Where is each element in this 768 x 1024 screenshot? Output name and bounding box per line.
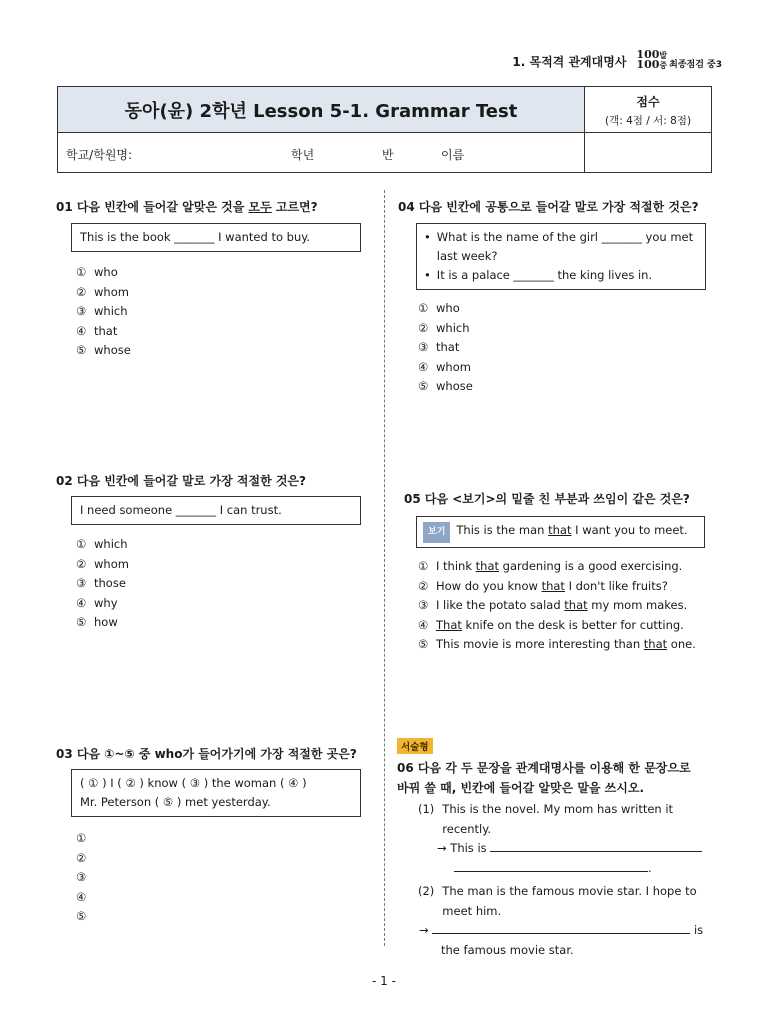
option-4[interactable]: [76, 322, 366, 342]
question-05: [404, 490, 724, 655]
option-marker: ⑤: [418, 379, 429, 393]
option-3[interactable]: [418, 596, 724, 616]
option-3[interactable]: [76, 868, 376, 888]
option-marker: ①: [76, 831, 87, 845]
option-text: I think: [436, 559, 472, 573]
option-text: how: [94, 615, 118, 629]
option-1[interactable]: [418, 299, 718, 319]
option-underlined: That: [436, 617, 462, 632]
option-marker: ③: [418, 340, 429, 354]
question-03-options: [56, 829, 376, 927]
item-text: meet him.: [442, 903, 502, 918]
question-06-title: [397, 758, 721, 798]
question-01-box: This is the book _______ I wanted to buy.: [71, 223, 361, 252]
option-text: I like the potato salad: [436, 598, 561, 612]
option-marker: ④: [76, 595, 87, 610]
column-divider: [384, 190, 385, 946]
question-number: 05: [404, 492, 421, 506]
question-text: 다음 <보기>의 밑줄 친 부분과 쓰임이 같은 것은?: [424, 492, 690, 506]
question-04-title: [398, 198, 718, 215]
option-marker: ②: [418, 578, 429, 593]
option-text: gardening is a good exercising.: [502, 559, 683, 573]
class-label: 반: [382, 148, 394, 162]
option-text: whom: [94, 556, 129, 571]
option-marker: ④: [76, 323, 87, 338]
section-title: 1. 목적격 관계대명사: [512, 55, 627, 69]
option-4[interactable]: [76, 594, 366, 614]
question-02: [56, 472, 366, 633]
item-2: [397, 882, 721, 921]
option-marker: ②: [76, 284, 87, 299]
logo-bottom: 100: [636, 58, 660, 71]
question-05-options: [404, 557, 724, 655]
question-04: [398, 198, 718, 397]
option-text: which: [94, 304, 128, 318]
item-text: The man is the famous movie star. I hope to: [442, 884, 697, 898]
question-02-box: I need someone _______ I can trust.: [71, 496, 361, 525]
option-1[interactable]: [76, 263, 366, 283]
option-marker: ③: [418, 598, 429, 612]
bogi-underlined: that: [548, 523, 572, 537]
question-06: [397, 738, 721, 960]
question-03-title: [56, 745, 376, 762]
option-underlined: that: [541, 578, 565, 593]
item-1-answer-cont: .: [397, 859, 721, 879]
option-marker: ③: [76, 576, 87, 590]
option-text: I don't like fruits?: [568, 578, 668, 593]
option-marker: ⑤: [76, 909, 87, 923]
option-text: those: [94, 576, 126, 590]
question-01-title: [56, 198, 366, 215]
option-5[interactable]: [76, 907, 376, 927]
question-05-bogi-box: [416, 516, 705, 548]
test-header-table: [57, 86, 712, 173]
item-1: [397, 800, 721, 839]
item-1-answer: [397, 839, 721, 859]
brand-logo: [636, 50, 722, 70]
option-text: that: [436, 340, 460, 354]
option-text: who: [436, 301, 460, 315]
option-5[interactable]: [418, 635, 724, 655]
item-number: (2): [418, 884, 435, 898]
bullet-text: It is a palace _______ the king lives in.: [436, 268, 653, 282]
question-02-options: [56, 535, 366, 633]
grade-label: 학년: [291, 148, 315, 162]
option-underlined: that: [475, 559, 500, 573]
option-marker: ⑤: [76, 615, 87, 629]
question-text: 다음 빈칸에 들어갈 알맞은 것을: [76, 200, 245, 214]
question-06-items: [397, 800, 721, 960]
option-text: that: [94, 323, 118, 338]
page-number: - 1 -: [372, 974, 396, 988]
essay-tag: 서술형: [397, 738, 433, 754]
option-2[interactable]: [76, 283, 366, 303]
question-02-title: [56, 472, 366, 489]
answer-suffix: is: [693, 923, 704, 937]
score-label: 점수: [636, 95, 660, 109]
option-marker: ①: [76, 265, 87, 279]
option-text: which: [436, 320, 470, 335]
question-text: 다음 각 두 문장을 관계대명사를 이용해 한 문장으로: [417, 761, 691, 775]
score-entry-cell[interactable]: [585, 133, 711, 173]
item-2-answer: [397, 921, 721, 941]
logo-top-suffix: 발: [659, 50, 668, 60]
option-3[interactable]: [76, 574, 366, 594]
student-info-row: [58, 133, 585, 173]
question-text: 다음 ①~⑤ 중 who가 들어가기에 가장 적절한 곳은?: [76, 747, 357, 761]
option-marker: ④: [418, 617, 429, 632]
option-4[interactable]: [76, 888, 376, 908]
bullet-text: last week?: [436, 249, 498, 263]
option-1[interactable]: [418, 557, 724, 577]
question-number: 02: [56, 474, 73, 488]
answer-blank[interactable]: [432, 921, 690, 934]
question-number: 01: [56, 200, 73, 214]
question-03: [56, 745, 376, 927]
answer-arrow: →: [419, 923, 429, 937]
option-5[interactable]: [76, 341, 366, 361]
answer-blank[interactable]: [490, 839, 702, 852]
option-text: why: [94, 595, 118, 610]
item-text: the famous movie star.: [441, 942, 574, 957]
option-5[interactable]: [76, 613, 366, 633]
bullet-text: What is the name of the girl _______ you met: [436, 230, 694, 244]
question-number: 04: [398, 200, 415, 214]
question-number: 06: [397, 761, 414, 775]
option-4[interactable]: [418, 358, 718, 378]
score-detail: (객: 4점 / 서: 8점): [604, 115, 692, 127]
question-05-title: [404, 490, 724, 507]
question-text-underlined: 모두: [248, 200, 272, 214]
option-marker: ④: [76, 889, 87, 904]
bogi-tag: 보기: [423, 522, 450, 543]
question-03-box: [71, 769, 361, 817]
section-header: [512, 50, 722, 70]
question-01: [56, 198, 366, 361]
option-marker: ⑤: [418, 637, 429, 651]
bogi-text: I want you to meet.: [575, 523, 688, 537]
school-label: 학교/학원명:: [66, 148, 133, 162]
option-underlined: that: [643, 637, 668, 651]
item-text: This is the novel. My mom has written it: [442, 802, 674, 816]
option-marker: ②: [76, 850, 87, 865]
logo-bottom-suffix: 중: [659, 60, 668, 70]
option-3[interactable]: [76, 302, 366, 322]
option-text: This movie is more interesting than: [436, 637, 641, 651]
question-01-options: [56, 263, 366, 361]
question-text: 바꿔 쓸 때, 빈칸에 들어갈 알맞은 말을 쓰시오.: [397, 781, 645, 795]
option-3[interactable]: [418, 338, 718, 358]
question-04-options: [398, 299, 718, 397]
option-underlined: that: [564, 598, 588, 612]
option-text: whose: [436, 379, 473, 393]
option-4[interactable]: [418, 616, 724, 636]
question-text: 다음 빈칸에 들어갈 말로 가장 적절한 것은?: [76, 474, 306, 488]
option-marker: ③: [76, 870, 87, 884]
option-2[interactable]: [76, 849, 376, 869]
option-text: whom: [436, 359, 471, 374]
option-5[interactable]: [418, 377, 718, 397]
score-cell: [585, 87, 711, 133]
answer-prefix: → This is: [437, 841, 487, 855]
option-marker: ①: [418, 559, 429, 573]
option-text: who: [94, 265, 118, 279]
option-text: whom: [94, 284, 129, 299]
option-marker: ①: [76, 537, 87, 551]
option-text: which: [94, 537, 128, 551]
logo-top: 100: [636, 48, 660, 61]
option-1[interactable]: [76, 535, 366, 555]
option-marker: ④: [418, 359, 429, 374]
item-text: recently.: [442, 821, 492, 836]
option-1[interactable]: [76, 829, 376, 849]
question-04-box: [416, 223, 706, 290]
option-text: knife on the desk is better for cutting.: [465, 617, 684, 632]
option-text: How do you know: [436, 578, 538, 593]
bullet-item: • It is a palace _______ the king lives in.: [424, 266, 697, 285]
option-text: one.: [670, 637, 696, 651]
option-2[interactable]: [76, 555, 366, 575]
name-label: 이름: [441, 148, 465, 162]
bullet-item: • What is the name of the girl _______ you met last week?: [424, 228, 697, 266]
test-title: 동아(윤) 2학년 Lesson 5-1. Grammar Test: [58, 87, 585, 133]
option-text: whose: [94, 343, 131, 357]
box-line: ( ① ) I ( ② ) know ( ③ ) the woman ( ④ ): [80, 776, 307, 790]
box-line: Mr. Peterson ( ⑤ ) met yesterday.: [80, 795, 271, 809]
option-marker: ②: [76, 556, 87, 571]
option-marker: ③: [76, 304, 87, 318]
question-text: 고르면?: [275, 200, 318, 214]
logo-tagline: 최종점검 중3: [669, 60, 722, 70]
option-2[interactable]: [418, 577, 724, 597]
option-marker: ②: [418, 320, 429, 335]
bogi-text: This is the man: [456, 523, 545, 537]
item-number: (1): [418, 802, 435, 816]
option-text: my mom makes.: [591, 598, 688, 612]
question-text: 다음 빈칸에 공통으로 들어갈 말로 가장 적절한 것은?: [418, 200, 699, 214]
option-marker: ⑤: [76, 343, 87, 357]
option-2[interactable]: [418, 319, 718, 339]
question-number: 03: [56, 747, 73, 761]
option-marker: ①: [418, 301, 429, 315]
answer-blank[interactable]: [454, 859, 648, 872]
